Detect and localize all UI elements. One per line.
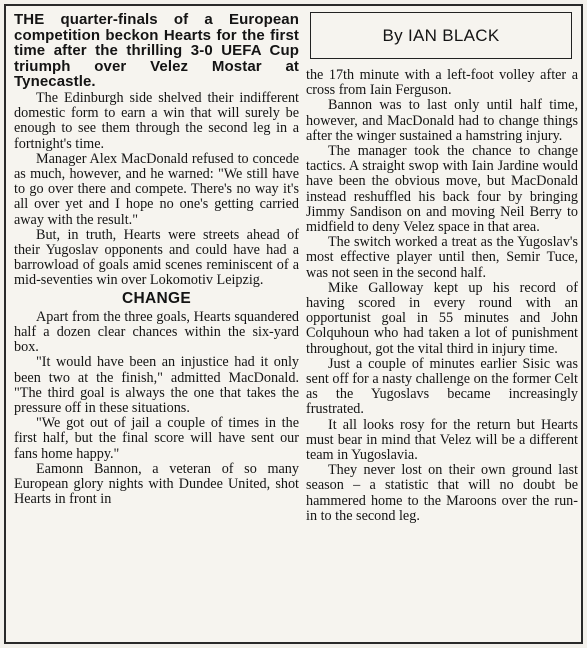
byline-text: By IAN BLACK bbox=[382, 25, 500, 45]
article-paragraph: The manager took the chance to change tactics. A straight swop with Iain Jardine would have been the obvious move, but MacDonald instead reshuffled his back four by bringing Jimmy Sandison on and moving Neil Berry to midfield to deny Velez space in that area. bbox=[306, 143, 578, 236]
article-paragraph: Mike Galloway kept up his record of having scored in every round with an opportunist goal in 55 minutes and John Colquhoun who had taken a lot of punishment throughout, got the vital third in injury time. bbox=[306, 279, 578, 357]
article-paragraph: Just a couple of minutes earlier Sisic was sent off for a nasty challenge on the former Celt as the Yugoslavs became increasingly frustrated. bbox=[306, 355, 578, 418]
article-paragraph: the 17th minute with a left-foot volley after a cross from Iain Ferguson. bbox=[306, 67, 578, 99]
byline-box bbox=[310, 12, 572, 59]
newspaper-clipping bbox=[4, 4, 583, 644]
article-paragraph: It all looks rosy for the return but Hearts must bear in mind that Velez will be a different team in Yugoslavia. bbox=[306, 416, 578, 464]
article-column-right bbox=[306, 68, 578, 524]
article-paragraph: The Edinburgh side shelved their indifferent domestic form to earn a win that will surely be enough to see them through the second leg in a fortnight's time. bbox=[14, 89, 299, 152]
article-paragraph: The switch worked a treat as the Yugoslav's most effective player until then, Semir Tuce, was not seen in the second half. bbox=[306, 234, 578, 281]
article-paragraph: But, in truth, Hearts were streets ahead of their Yugoslav opponents and could have had a barrowload of goals amid scenes reminiscent of a mid-seventies win over Lokomotiv Leipzig. bbox=[14, 226, 299, 289]
article-paragraph: Apart from the three goals, Hearts squandered half a dozen clear chances within the six-yard box. bbox=[14, 308, 299, 356]
article-paragraph: "It would have been an injustice had it only been two at the finish," admitted MacDonald. "The third goal is always the one that takes the pressure off in these situations. bbox=[14, 354, 299, 417]
article-paragraph: Eamonn Bannon, a veteran of so many European glory nights with Dundee United, shot Hearts in front in bbox=[14, 460, 299, 508]
article-paragraph: They never lost on their own ground last season – a statistic that will no doubt be hammered home to the Maroons over the run-in to the second leg. bbox=[306, 462, 578, 524]
subheading: CHANGE bbox=[122, 289, 191, 307]
article-column-left bbox=[14, 12, 299, 507]
article-paragraph: "We got out of jail a couple of times in the first half, but the final score will have sent our fans home happy." bbox=[14, 415, 299, 462]
article-paragraph: Manager Alex MacDonald refused to concede as much, however, and he warned: "We still have to go over there and compete. There's no way it's all over yet and I hope no one's getting carried away with the result." bbox=[14, 150, 299, 228]
article-lead: THE quarter-finals of a European competition beckon Hearts for the first time after the thrilling 3-0 UEFA Cup triumph over Velez Mostar at Tynecastle. bbox=[14, 11, 299, 91]
article-paragraph: Bannon was to last only until half time, however, and MacDonald had to change things after the winger sustained a hamstring injury. bbox=[306, 97, 578, 144]
